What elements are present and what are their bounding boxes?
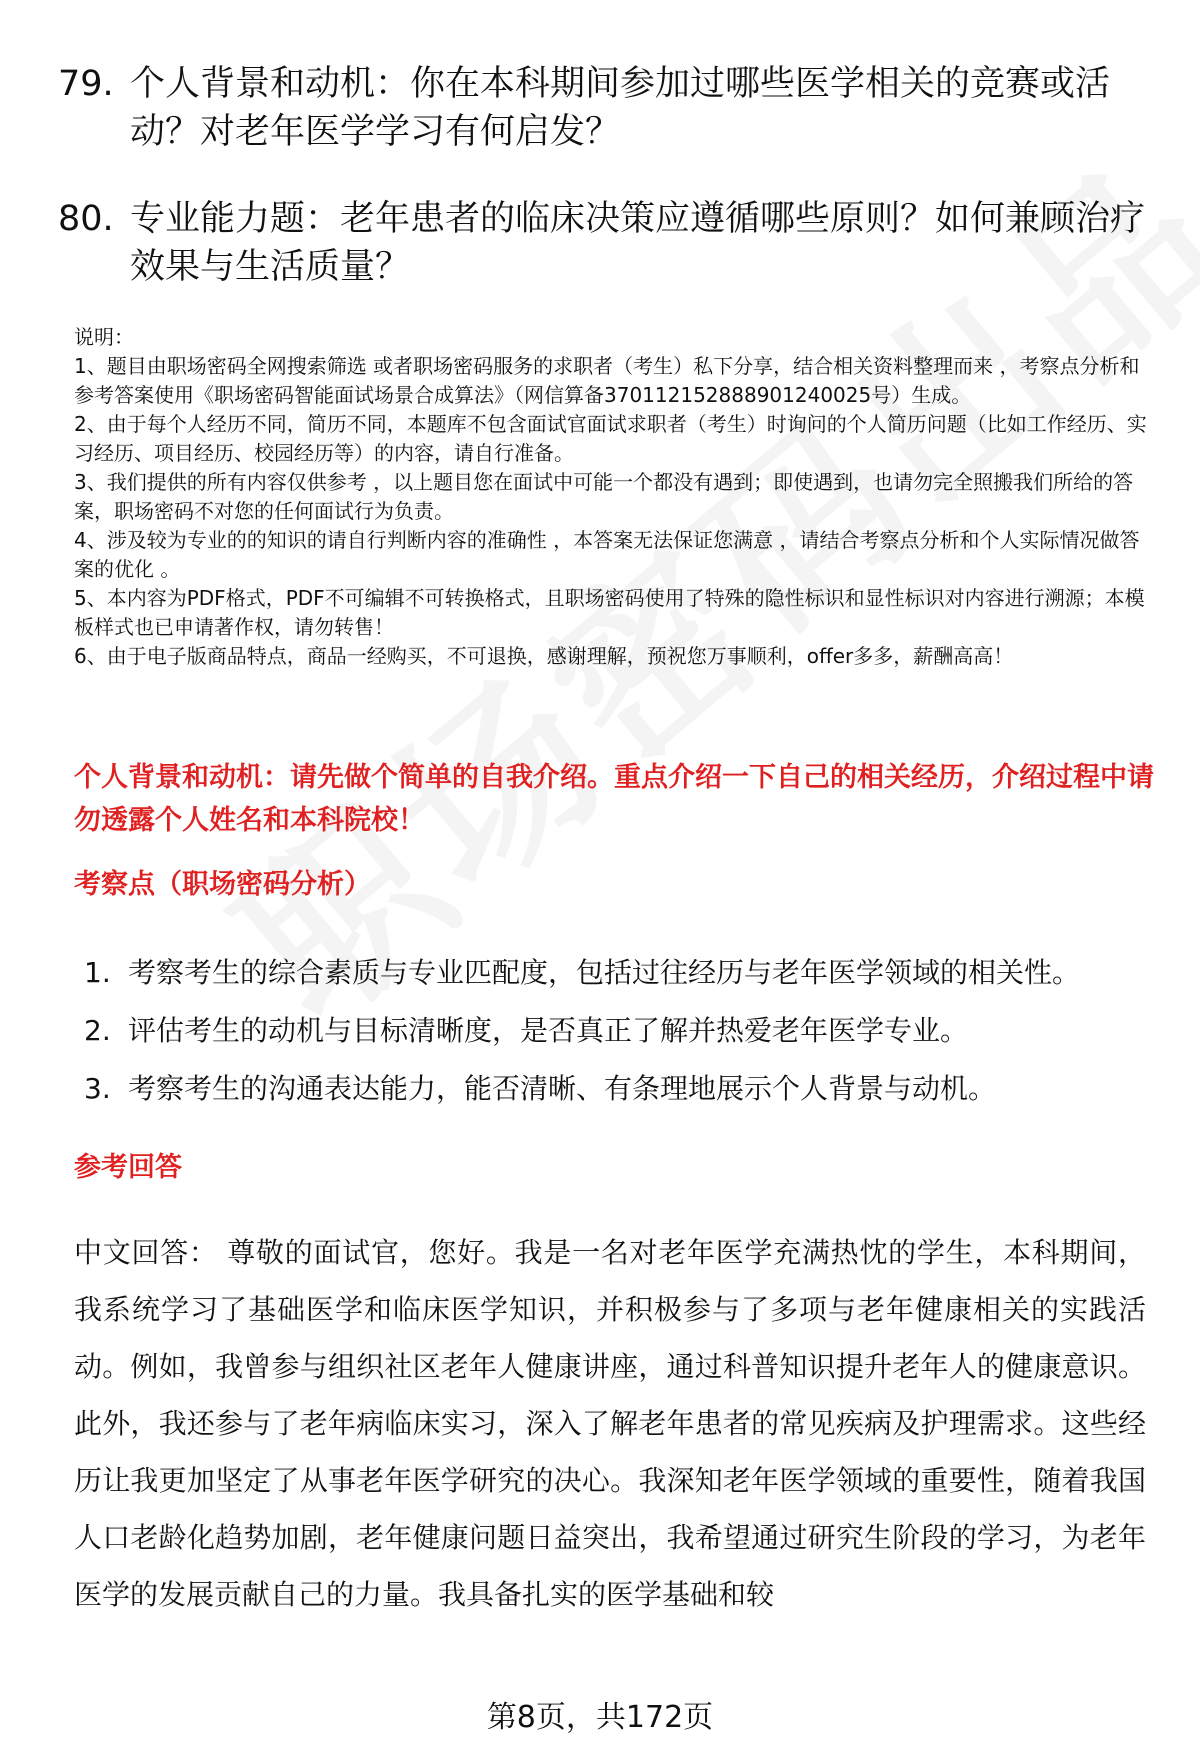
main-question-title: 个人背景和动机：请先做个简单的自我介绍。重点介绍一下自己的相关经历，介绍过程中请勿透露个人姓名和本科院校！ [74,762,1154,836]
note-item: 1、题目由职场密码全网搜索筛选 或者职场密码服务的求职者（考生）私下分享，结合相关资料整理而来 ，考察点分析和参考答案使用《职场密码智能面试场景合成算法》（网信算备370112152888901240025号）生成。 [74,354,1140,407]
question-79 [58,60,1148,156]
list-number: 3. [84,1072,111,1105]
list-item [84,1002,1164,1060]
disclaimer-notes [74,323,1154,671]
answer-text: 中文回答： 尊敬的面试官，您好。我是一名对老年医学充满热忱的学生，本科期间，我系统学习了基础医学和临床医学知识，并积极参与了多项与老年健康相关的实践活动。例如，我曾参与组织社区老年人健康讲座，通过科普知识提升老年人的健康意识。此外，我还参与了老年病临床实习，深入了解老年患者的常见疾病及护理需求。这些经历让我更加坚定了从事老年医学研究的决心。我深知老年医学领域的重要性，随着我国人口老龄化趋势加剧，老年健康问题日益突出，我希望通过研究生阶段的学习，为老年医学的发展贡献自己的力量。我具备扎实的医学基础和较 [74,1236,1146,1611]
question-number: 79. [58,64,114,104]
list-number: 1. [84,956,111,989]
note-item: 2、由于每个人经历不同，简历不同，本题库不包含面试官面试求职者（考生）时询问的个人简历问题（比如工作经历、实习经历、项目经历、校园经历等）的内容，请自行准备。 [74,412,1147,465]
list-item [84,1060,1164,1118]
notes-heading: 说明： [74,325,134,349]
list-text: 考察考生的沟通表达能力，能否清晰、有条理地展示个人背景与动机。 [128,1072,997,1105]
question-text: 专业能力题：老年患者的临床决策应遵循哪些原则？如何兼顾治疗效果与生活质量？ [130,199,1146,287]
note-item: 4、涉及较为专业的的知识的请自行判断内容的准确性 ，本答案无法保证您满意 ，请结合考察点分析和个人实际情况做答案的优化 。 [74,528,1140,581]
note-item: 3、我们提供的所有内容仅供参考 ，以上题目您在面试中可能一个都没有遇到；即使遇到，也请勿完全照搬我们所给的答案，职场密码不对您的任何面试行为负责。 [74,470,1134,523]
question-text: 个人背景和动机：你在本科期间参加过哪些医学相关的竞赛或活动？对老年医学学习有何启发？ [130,64,1111,152]
note-item: 5、本内容为PDF格式，PDF不可编辑不可转换格式，且职场密码使用了特殊的隐性标识和显性标识对内容进行溯源；本模板样式也已申请著作权，请勿转售！ [74,586,1145,639]
question-number: 80. [58,199,114,239]
list-text: 考察考生的综合素质与专业匹配度，包括过往经历与老年医学领域的相关性。 [128,956,1081,989]
analysis-points [84,944,1164,1118]
list-item [84,944,1164,1002]
answer-heading: 参考回答 [74,1152,182,1183]
analysis-heading: 考察点（职场密码分析） [74,869,371,900]
list-number: 2. [84,1014,111,1047]
list-text: 评估考生的动机与目标清晰度，是否真正了解并热爱老年医学专业。 [128,1014,969,1047]
question-80 [58,195,1148,291]
page-footer: 第8页，共172页 [486,1700,714,1735]
note-item: 6、由于电子版商品特点，商品一经购买，不可退换，感谢理解，预祝您万事顺利，offer多多，薪酬高高！ [74,644,1014,668]
